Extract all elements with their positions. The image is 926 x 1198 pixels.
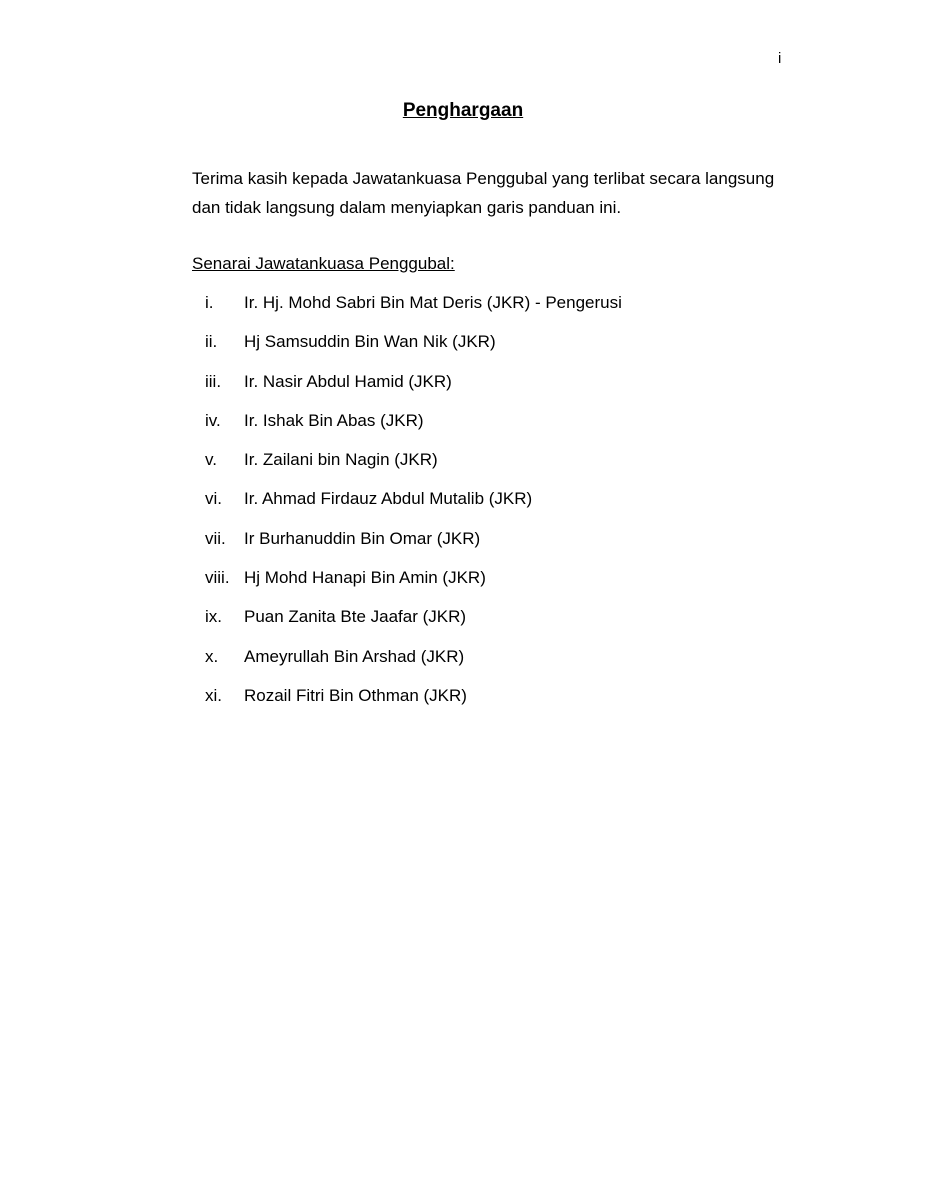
- list-item-name: Ir. Zailani bin Nagin (JKR): [244, 450, 438, 470]
- list-item-name: Ir. Hj. Mohd Sabri Bin Mat Deris (JKR) - Pengerusi: [244, 293, 622, 312]
- list-item-name: Ir. Ishak Bin Abas (JKR): [244, 410, 424, 430]
- list-item-numeral: xi.: [205, 685, 222, 705]
- list-item-numeral: x.: [205, 646, 219, 666]
- list-item-numeral: ix.: [205, 607, 222, 627]
- committee-list-heading: Senarai Jawatankuasa Penggubal:: [192, 254, 455, 273]
- list-item-name: Ameyrullah Bin Arshad (JKR): [244, 646, 465, 666]
- list-item-numeral: i.: [205, 293, 214, 312]
- list-item-numeral: vii.: [205, 528, 226, 548]
- list-item-name: Ir Burhanuddin Bin Omar (JKR): [244, 528, 481, 548]
- list-item-name: Rozail Fitri Bin Othman (JKR): [244, 685, 467, 705]
- list-item-name: Ir. Nasir Abdul Hamid (JKR): [244, 371, 452, 391]
- list-item-name: Puan Zanita Bte Jaafar (JKR): [244, 607, 467, 627]
- list-item-name: Hj Mohd Hanapi Bin Amin (JKR): [244, 568, 486, 588]
- list-item-name: Ir. Ahmad Firdauz Abdul Mutalib (JKR): [244, 489, 533, 509]
- list-item-numeral: vi.: [205, 489, 222, 509]
- page-number: i: [778, 50, 782, 67]
- list-item-numeral: ii.: [205, 332, 218, 352]
- page-title: Penghargaan: [402, 100, 524, 121]
- intro-paragraph: Terima kasih kepada Jawatankuasa Penggubal yang terlibat secara langsung dan tidak langsung dalam menyiapkan garis panduan ini.: [192, 169, 775, 217]
- list-item-name: Hj Samsuddin Bin Wan Nik (JKR): [244, 332, 496, 352]
- list-item-numeral: viii.: [205, 568, 230, 588]
- list-item-numeral: iv.: [205, 410, 221, 430]
- list-item-numeral: iii.: [205, 371, 222, 391]
- list-item-numeral: v.: [205, 450, 217, 470]
